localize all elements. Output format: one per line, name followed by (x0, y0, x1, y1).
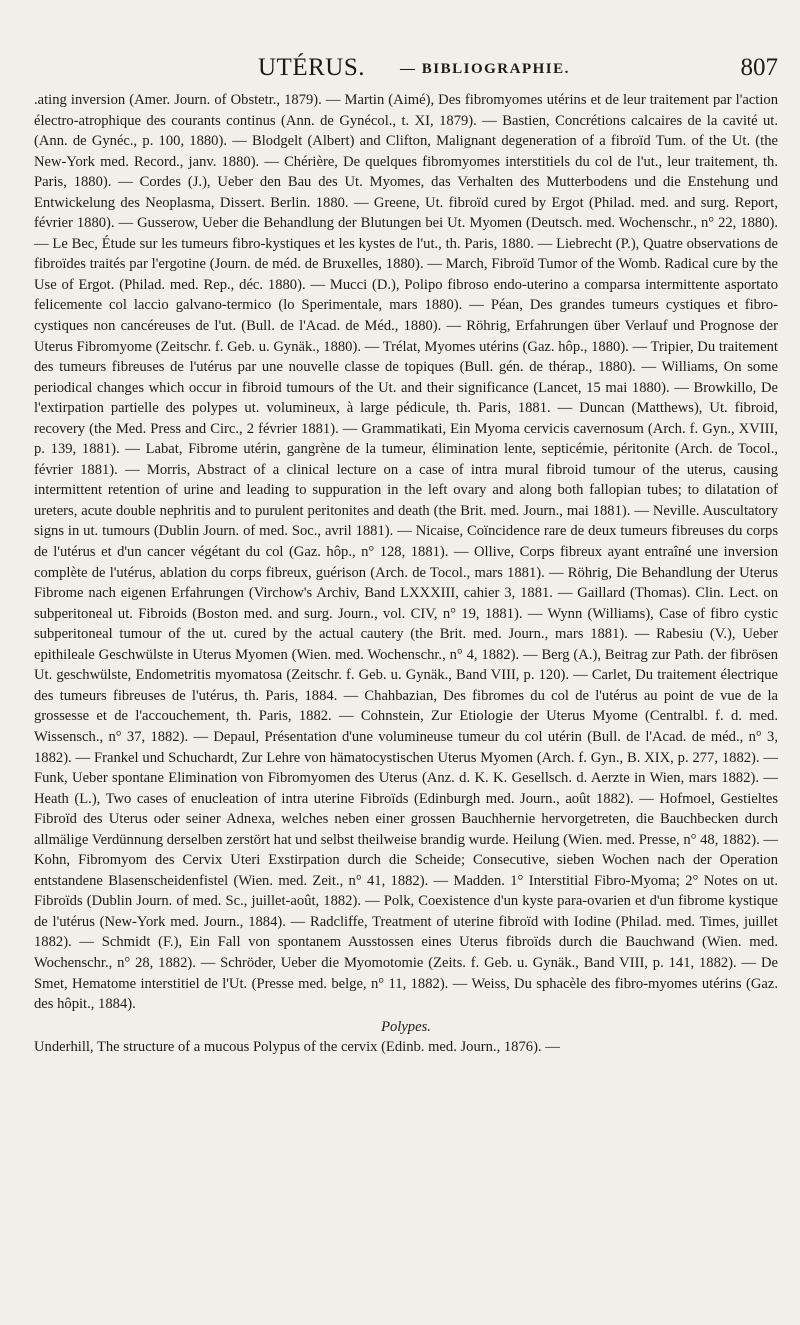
bibliography-body (34, 90, 778, 1058)
section-subheading: Polypes. (381, 1018, 431, 1035)
bibliography-text: .ating inversion (Amer. Journ. of Obstetr., 1879). — Martin (Aimé), Des fibromyomes utérins et de leur traitement par l'action électro-atrophique des courants continus (Ann. de Gynécol., t. XI, 1879). — Bastien, Concrétions calcaires de la cavité ut. (Ann. de Gynéc., p. 100, 1880). — Blodgelt (Albert) and Clifton, Malignant degeneration of a fibroïd Tum. of the Ut. (the New-York med. Record., janv. 1880). — Chérière, De quelques fibromyomes interstitiels du col de l'ut., leur traitement, th. Paris, 1880). — Cordes (J.), Ueber den Bau des Ut. Myomes, das Verhalten des Mutterbodens und die Enstehung und Entwickelung des Neoplasma, Dissert. Berlin. 1880. — Greene, Ut. fibroïd cured by Ergot (Philad. med. and surg. Report, février 1880). — Gusserow, Ueber die Behandlung der Blutungen bei Ut. Myomen (Deutsch. med. Wochenschr., n° 22, 1880). — Le Bec, Étude sur les tumeurs fibro-kystiques et les kystes de l'ut., th. Paris, 1880. — Liebrecht (P.), Quatre observations de fibroïdes traités par l'ergotine (Journ. de méd. de Bruxelles, 1880). — March, Fibroïd Tumor of the Womb. Radical cure by the Use of Ergot. (Philad. med. Rep., déc. 1880). — Mucci (D.), Polipo fibroso endo-uterino a comparsa intermittente asportato felicemente col laccio galvano-termico (lo Sperimentale, mars 1880). — Péan, Des grandes tumeurs cystiques et fibro-cystiques non cancéreuses de l'ut. (Bull. de l'Acad. de Méd., 1880). — Röhrig, Erfahrungen über Verlauf und Prognose der Uterus Fibromyome (Zeitschr. f. Geb. u. Gynäk., 1880). — Trélat, Myomes utérins (Gaz. hôp., 1880). — Tripier, Du traitement des tumeurs fibreuses de l'utérus par une nouvelle classe de topiques (Bull. gén. de thérap., 1880). — Williams, On some periodical changes which occur in fibroid tumours of the Ut. and their significance (Lancet, 15 mai 1880). — Browkillo, De l'extirpation partielle des polypes ut. volumineux, à large pédicule, th. Paris, 1881. — Duncan (Matthews), Ut. fibroid, recovery (the Med. Press and Circ., 2 février 1881). — Grammatikati, Ein Myoma cervicis cavernosum (Arch. f. Gyn., XVIII, p. 139, 1881). — Labat, Fibrome utérin, gangrène de la tumeur, élimination lente, septicémie, péritonite (Arch. de Tocol., février 1881). — Morris, Abstract of a clinical lecture on a case of intra mural fibroid tumour of the uterus, causing intermittent retention of urine and leading to suppuration in the left ovary and along both fallopian tubes; to dilatation of ureters, acute double nephritis and to purulent peritonites and death (the Brit. med. Journ., mai 1881). — Neville. Auscultatory signs in ut. tumours (Dublin Journ. of med. Soc., avril 1881). — Nicaise, Coïncidence rare de deux tumeurs fibreuses du corps de l'utérus et d'un cancer végétant du col (Gaz. hôp., n° 128, 1881). — Ollive, Corps fibreux ayant entraîné une inversion complète de l'utérus, ablation du corps fibreux, guérison (Arch. de Tocol., mars 1881). — Röhrig, Die Behandlung der Uterus Fibrome nach eigenen Erfahrungen (Virchow's Archiv, Band LXXXIII, cahier 3, 1881. — Gaillard (Thomas). Clin. Lect. on subperitoneal ut. Fibroids (Boston med. and surg. Journ., vol. CIV, n° 19, 1881). — Wynn (Williams), Case of fibro cystic subperitoneal tumour of the ut. cured by the actual cautery (the Brit. med. Journ., mars 1881). — Rabesiu (V.), Ueber epithileale Geschwülste in Uterus Myomen (Wien. med. Wochenschr., n° 4, 1882). — Berg (A.), Beitrag zur Path. der fibrösen Ut. geschwülste, Endometritis myomatosa (Zeitschr. f. Geb. u. Gynäk., Band VIII, p. 120). — Carlet, Du traitement électrique des tumeurs fibreuses de l'utérus, th. Paris, 1884. — Chahbazian, Des fibromes du col de l'utérus au point de vue de la grossesse et de l'accouchement, th. Paris, 1882. — Cohnstein, Zur Etiologie der Uterus Myome (Centralbl. f. d. med. Wissensch., n° 37, 1882). — Depaul, Présentation d'une volumineuse tumeur du col utérin (Bull. de l'Acad. de méd., n° 3, 1882). — Frankel und Schuchardt, Zur Lehre von hämatocystischen Uterus Myomen (Arch. f. Gyn., B. XIX, p. 277, 1882). — Funk, Ueber spontane Elimination von Fibromyomen des Uterus (Anz. d. K. K. Gesellsch. d. Aerzte in Wien, mars 1882). — Heath (L.), Two cases of enucleation of intra uterine Fibroïds (Edinburgh med. Journ., août 1882). — Hofmoel, Gestieltes Fibroïd des Uterus oder seiner Adnexa, welches neben einer grossen Bauchhernie hervorgetreten, die Bauchbecken durch allmälige Verdünnung derselben zerstört hat und selbst theilweise brandig wurde. Heilung (Wien. med. Presse, n° 48, 1882). — Kohn, Fibromyom des Cervix Uteri Exstirpation durch die Scheide; Consecutive, sieben Wochen nach der Operation entstandene Blasenscheidenfistel (Wien. med. Zeit., n° 41, 1882). — Madden. 1° Interstitial Fibro-Myoma; 2° Notes on ut. Fibroïds (Dublin Journ. of med. Sc., juillet-août, 1882). — Polk, Coexistence d'un kyste para-ovarien et d'un fibrome kystique de l'utérus (New-York med. Journ., 1884). — Radcliffe, Treatment of uterine fibroïd with Iodine (Philad. med. Times, juillet 1882). — Schmidt (F.), Ein Fall von spontanem Ausstossen eines Uterus fibroïds durch die Bauchwand (Wien. med. Wochenschr., n° 28, 1882). — Schröder, Ueber die Myomotomie (Zeits. f. Geb. u. Gynäk., Band VIII, p. 141, 1882). — De Smet, Hematome interstitiel de l'Ut. (Presse med. belge, n° 11, 1882). — Weiss, Du sphacèle des fibro-myomes utérins (Gaz. des hôpit., 1884). (34, 92, 778, 1013)
page-number: 807 (740, 54, 778, 81)
section-label: — BIBLIOGRAPHIE. (400, 61, 570, 77)
running-title: UTÉRUS. (258, 54, 365, 81)
running-header (34, 54, 778, 86)
bibliography-last-entry: Underhill, The structure of a mucous Polypus of the cervix (Edinb. med. Journ., 1876). — (34, 1039, 560, 1056)
